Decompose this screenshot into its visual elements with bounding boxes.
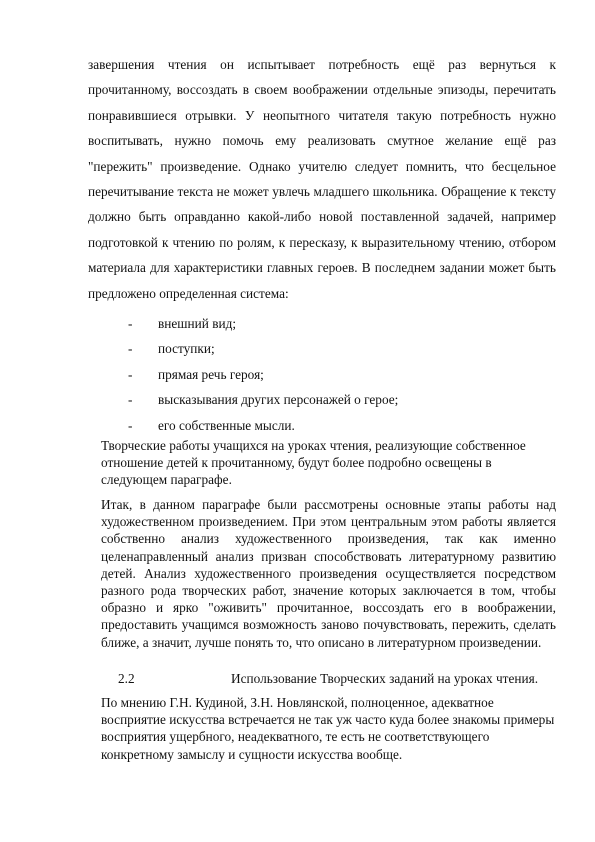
list-bullet: - [128,366,133,382]
list-bullet: - [128,392,133,408]
list-item [88,336,556,361]
list-bullet: - [128,417,133,433]
list-item [88,387,556,412]
body-paragraph-4: По мнению Г.Н. Кудиной, З.Н. Новлянской, полноценное, адекватное восприятие искусства встречается не так уж часто куда более знакомы примеры восприятия ущербного, неадекватного, те есть не соответствующего конкретному замыслу и сущности искусства вообще. [101,695,555,762]
list-item [88,311,556,336]
list-item-text: внешний вид; [158,316,237,331]
list-bullet: - [128,316,133,331]
list-item [88,413,556,438]
body-paragraph-2: Творческие работы учащихся на уроках чтения, реализующие собственное отношение детей к прочитанному, будут более подробно освещены в следующем параграфе. [101,438,526,488]
list-item [88,362,556,387]
list-bullet: - [128,341,133,357]
characteristics-list [88,311,556,438]
body-paragraph-3: Итак, в данном параграфе были рассмотрены основные этапы работы над художественном произведением. При этом центральным этом работы является собственно анализ художественного произведения, так как именно целенаправленный анализ призван способствовать литературному развитию детей. Анализ художественного произведения осуществляется посредством разного рода творческих работ, значение которых заключается в том, чтобы образно и ярко "оживить" прочитанное, воссоздать его в воображении, предоставить учащимся возможность заново почувствовать, пережить, сделать ближе, а значит, лучше понять то, что описано в литературном произведении. [101,497,556,650]
body-paragraph-1: завершения чтения он испытывает потребность ещё раз вернуться к прочитанному, воссоздать в своем воображении отдельные эпизоды, перечитать понравившиеся отрывки. У неопытного читателя такую потребность нужно воспитывать, нужно помочь ему реализовать смутное желание ещё раз "пережить" произведение. Однако учителю следует помнить, что бесцельное перечитывание текста не может увлечь младшего школьника. Обращение к тексту должно быть оправданно какой-либо новой поставленной задачей, например подготовкой к чтению по ролям, к пересказу, к выразительному чтению, отбором материала для характеристики главных героев. В последнем задании может быть предложено определенная система: [88,57,556,301]
list-item-text: поступки; [158,341,215,357]
list-item-text: прямая речь героя; [158,366,264,382]
section-title: Использование Творческих заданий на уроках чтения. [231,671,539,686]
list-item-text: высказывания других персонажей о герое; [158,392,399,408]
section-number: 2.2 [118,671,135,686]
list-item-text: его собственные мысли. [158,417,295,433]
